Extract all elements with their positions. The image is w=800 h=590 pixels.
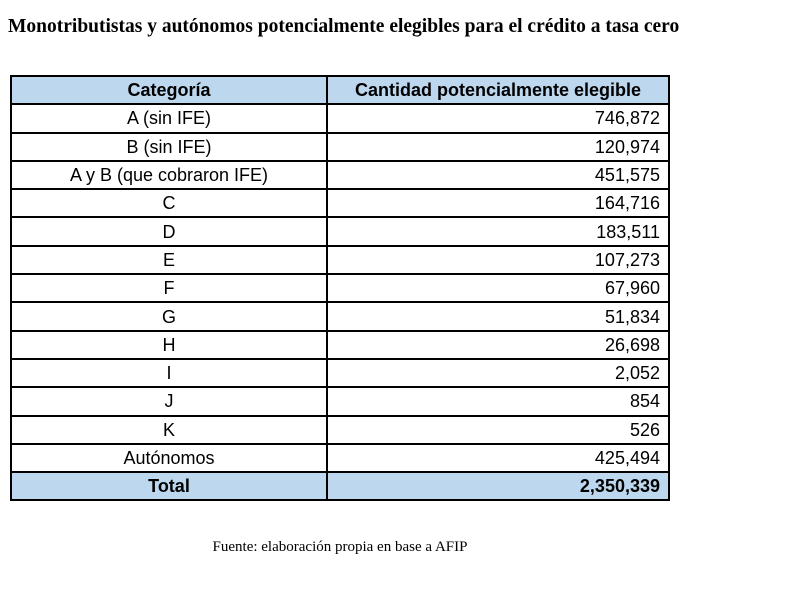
quantity-cell: 746,872 [327,104,669,132]
category-cell: A (sin IFE) [11,104,327,132]
table-row [11,104,669,132]
column-header-quantity: Cantidad potencialmente elegible [327,76,669,104]
table-row [11,189,669,217]
category-cell: A y B (que cobraron IFE) [11,161,327,189]
column-header-category: Categoría [11,76,327,104]
quantity-cell: 183,511 [327,217,669,245]
category-cell: F [11,274,327,302]
table-header-row [11,76,669,104]
category-cell: D [11,217,327,245]
table-row [11,359,669,387]
table-row [11,387,669,415]
quantity-cell: 120,974 [327,133,669,161]
source-note: Fuente: elaboración propia en base a AFIP [212,539,468,555]
table-row [11,161,669,189]
category-cell: G [11,302,327,330]
total-row [11,472,669,500]
quantity-cell: 67,960 [327,274,669,302]
eligibility-table [10,75,670,501]
quantity-cell: 425,494 [327,444,669,472]
table-row [11,246,669,274]
category-cell: I [11,359,327,387]
category-cell: B (sin IFE) [11,133,327,161]
quantity-cell: 164,716 [327,189,669,217]
table-row [11,416,669,444]
document-title: Monotributistas y autónomos potencialmente elegibles para el crédito a tasa cero [8,16,680,37]
total-value: 2,350,339 [327,472,669,500]
table-row [11,217,669,245]
table-row [11,274,669,302]
category-cell: E [11,246,327,274]
quantity-cell: 451,575 [327,161,669,189]
total-label: Total [11,472,327,500]
table-row [11,302,669,330]
category-cell: Autónomos [11,444,327,472]
quantity-cell: 2,052 [327,359,669,387]
category-cell: H [11,331,327,359]
table-row [11,331,669,359]
quantity-cell: 51,834 [327,302,669,330]
quantity-cell: 26,698 [327,331,669,359]
table-row [11,133,669,161]
quantity-cell: 526 [327,416,669,444]
quantity-cell: 107,273 [327,246,669,274]
category-cell: K [11,416,327,444]
table-row [11,444,669,472]
category-cell: J [11,387,327,415]
category-cell: C [11,189,327,217]
quantity-cell: 854 [327,387,669,415]
